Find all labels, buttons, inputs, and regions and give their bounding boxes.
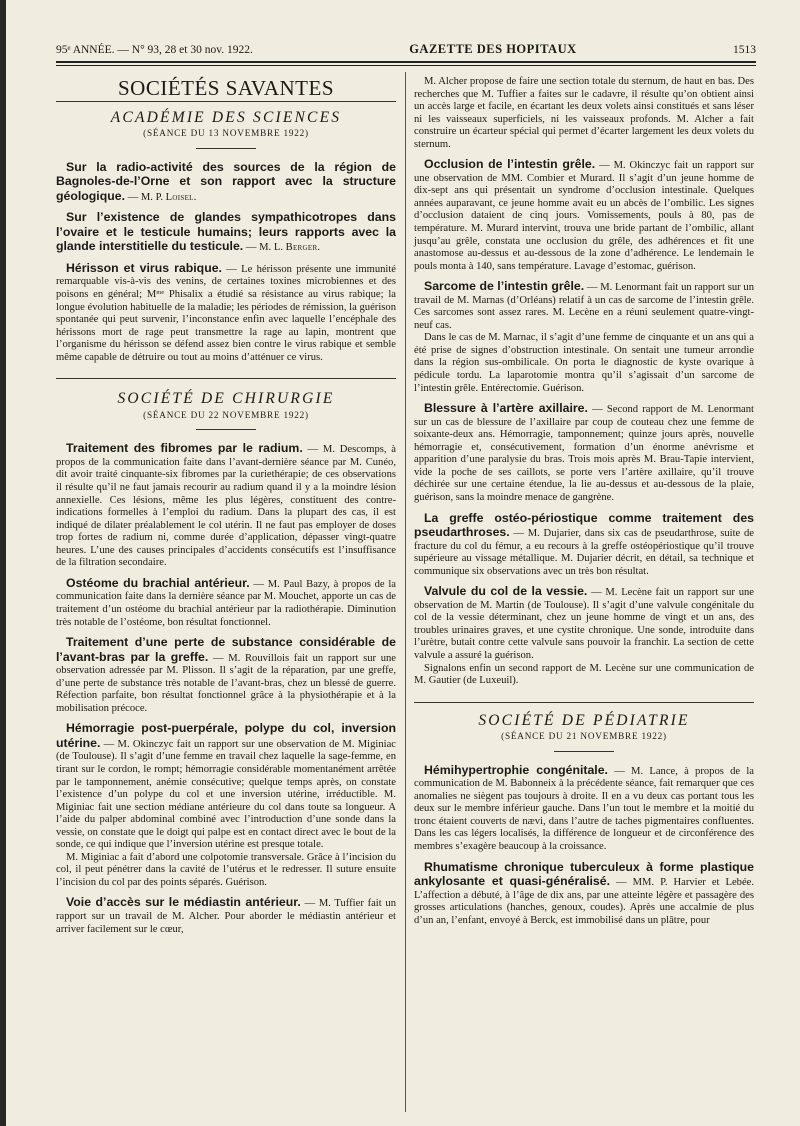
chirurgie-item: Voie d’accès sur le médiastin antérieur. — M. Tuffier fait un rapport sur un travail de M. Alcher. Pour aborder le médiastin antérieur et arriver facilement sur le cœur, (56, 895, 396, 935)
academie-item: Sur l’existence de glandes sympathicotropes dans l’ovaire et le testicule humains; leurs rapports avec la glande interstitielle du testicule. — M. L. Berger. (56, 210, 396, 254)
chirurgie-item: Sarcome de l’intestin grêle. — M. Lenormant fait un rapport sur un travail de M. Marnas (d’Orléans) relatif à un cas de sarcome de l’intestin grêle. Ces sarcomes sont assez rares. M. Lecène en a réuni seulement quatre-vingt-neuf cas. (414, 279, 754, 331)
header-rule (56, 61, 756, 63)
left-column (56, 74, 396, 943)
header-rule-thin (56, 65, 756, 66)
page-binding-edge (0, 0, 6, 1126)
divider (196, 429, 256, 430)
divider (56, 378, 396, 379)
continued-paragraph: M. Alcher propose de faire une section totale du sternum, de haut en bas. Des recherches que M. Tuffier a faites sur le cadavre, il résulte qu’on obtient ainsi un accès large et facile, en écartant les deux volets ainsi constitués et sans léser ni les vaisseaux superficiels, ni les vaisseaux profonds. M. Alcher a fait construire un écarteur spécial qui permet d’écarter largement les deux volets du sternum. (414, 76, 754, 150)
chirurgie-item: Valvule du col de la vessie. — M. Lecène fait un rapport sur une observation de M. Martin (de Toulouse). Il s’agit d’une valvule congénitale du col de la vessie déterminant, chez un jeune homme de vingt et un ans, des troubles urinaires graves, et une cystite chronique. Une sonde, introduite dans l’urètre, butait contre cette valvule sans pouvoir la franchir. La section de cette valvule a assuré la guérison. (414, 584, 754, 661)
chirurgie-item: Traitement des fibromes par le radium. — M. Descomps, à propos de la communication faite dans l’avant-dernière séance par M. Cunéo, dit avoir traité cinquante-six fibromes par la curiethérapie; de ces observations il résulte qu’il ne faut jamais recourir au radium quand il y a la moindre lésion annexielle. Ces lésions, même les plus légères, constituent des contre-indications formelles à l’emploi du radium. Dans la plupart des cas, il est indiqué de dilater préalablement le col utérin. Il ne faut pas employer de doses trop fortes de radium ni, comme durée d’application, dépasser vingt-quatre heures. L’une des causes principales d’accidents consécutifs est l’insuffisance de la filtration secondaire. (56, 441, 396, 569)
pediatrie-seance: (SÉANCE DU 21 NOVEMBRE 1922) (501, 731, 667, 742)
chirurgie-seance: (SÉANCE DU 22 NOVEMBRE 1922) (143, 409, 309, 420)
column-divider (405, 72, 406, 1112)
chirurgie-item: Blessure à l’artère axillaire. — Second rapport de M. Lenormant sur un cas de blessure de l’axillaire par coup de couteau chez une femme de soixante-deux ans. Hémorragie, tamponnement; quinze jours après, nouvelle hémorragie et, consécutivement, formation d’un énorme anévrisme et apparition d’une paralysie du bras. Trois mois après M. Brau-Tapie intervient, vide la poche de ses caillots, se porte vers l’artère axillaire, qu’il trouve déchirée sur une certaine étendue, la lie au-dessus et au-dessous de la plaie, guérison, sans la moindre menace de gangrène. (414, 401, 754, 503)
chirurgie-item-continued: Dans le cas de M. Marnac, il s’agit d’une femme de cinquante et un ans qui a été prise de signes d’obstruction intestinale. On sentait une tumeur arrondie dans la région sus-ombilicale. On porta le diagnostic de kyste ovarique à pédicule tordu. La laparotomie montra qu’il s’agissait d’un sarcome de l’intestin grêle. Entérectomie. Guérison. (414, 332, 754, 394)
academie-title: ACADÉMIE DES SCIENCES (110, 108, 342, 126)
right-column (414, 76, 754, 934)
divider (554, 751, 614, 752)
pediatrie-title: SOCIÉTÉ DE PÉDIATRIE (478, 711, 690, 729)
academie-item: Sur la radio-activité des sources de la région de Bagnoles-de-l’Orne et son rapport avec la structure géologique. — M. P. Loisel. (56, 159, 396, 203)
chirurgie-item: Occlusion de l’intestin grêle. — M. Okinczyc fait un rapport sur une observation de MM. Combier et Murard. Il s’agit d’un jeune homme de dix-sept ans qui présentait un syndrome d’occlusion intestinale. Quelques années auparavant, ce jeune homme avait eu un abcès de l’ombilic. Les signes d’occlusion dataient de cinq jours. Vomissements, pouls à 80, pas de température. M. Murard intervint, trouva une bride partant de l’ombilic, allant jusqu’au grêle, constata une occlusion du grêle, des adhérences et fit une anastomose au-dessus et au-dessous de la zone d’adhérence. Le lendemain le pouls monta à 140, sans température. Lavage d’estomac, guérison. (414, 157, 754, 272)
chirurgie-item: La greffe ostéo-périostique comme traitement des pseudarthroses. — M. Dujarier, dans six cas de pseudarthrose, suite de fracture du col du fémur, a eu recours à la greffe ostéopériostique qu’il trouve supérieure au vissage métallique. M. Dujarier décrit, en détail, sa technique et communique six observations avec un très bon résultat. (414, 510, 754, 577)
running-header (56, 42, 756, 60)
divider (196, 148, 256, 149)
chirurgie-item: Hémorragie post-puerpérale, polype du col, inversion utérine. — M. Okinczyc fait un rapport sur une observation de M. Miginiac (de Toulouse). Il s’agit d’une femme en travail chez laquelle la sage-femme, en tirant sur le cordon, le rompt; hémorragie considérable momentanément arrêtée par le tamponnement, anémie consécutive; quelque temps après, on constate l’existence d’un polype du col et une inversion utérine, irréductible. M. Miginiac fait une section médiane antérieure du col dans toute sa longueur. A l’aide du palper abdominal combiné avec l’introduction d’une sonde dans la vessie, on constate que le doigt qui palpe est en contact direct avec le bout de la sonde, ce qui indique que l’inversion utérine est presque totale. (56, 721, 396, 851)
chirurgie-item: Traitement d’une perte de substance considérable de l’avant-bras par la greffe. — M. Rouvillois fait un rapport sur une observation adressée par M. Plisson. Il s’agit de la réparation, par une greffe, d’une perte de substance très notable de l’avant-bras, chez un blessé de guerre. Réfection parfaite, bon résultat fonctionnel grâce à la physiothérapie et à la mobilisation précoce. (56, 635, 397, 714)
chirurgie-item: Ostéome du brachial antérieur. — M. Paul Bazy, à propos de la communication faite dans la dernière séance par M. Mouchet, apporte un cas de traitement d’un ostéome du brachial antérieur par la radiothérapie. Diminution très notable de l’ostéome, bon résultat fonctionnel. (56, 575, 396, 628)
chirurgie-item-continued: Signalons enfin un second rapport de M. Lecène sur une communication de M. Gautier (de Luxeuil). (414, 662, 754, 687)
pediatrie-item: Hémihypertrophie congénitale. — M. Lance, à propos de la communication de M. Babonneix à la précédente séance, fait remarquer que ces anomalies ne siègent pas toujours à droite. Il en a vu deux cas portant tous les deux sur le membre inférieur gauche. Dans l’un tout le membre et la moitié du tronc étaient couverts de nævi, dans l’autre de taches pigmentaires confluentes. Dans les cas légers localisés, la différence de longueur et de circonférence des membres s’exagère beaucoup à la croissance. (414, 762, 754, 852)
header-page-number: 1513 (733, 44, 756, 56)
chirurgie-title: SOCIÉTÉ DE CHIRURGIE (117, 390, 335, 408)
header-issue: 95ᵉ ANNÉE. — N° 93, 28 et 30 nov. 1922. (56, 44, 253, 56)
academie-seance: (SÉANCE DU 13 NOVEMBRE 1922) (143, 128, 309, 139)
section-societes-savantes: SOCIÉTÉS SAVANTES (56, 82, 396, 95)
chirurgie-item-continued: M. Miginiac a fait d’abord une colpotomie transversale. Grâce à l’incision du col, il peut pénétrer dans la cavité de l’utérus et le redresser. Il suture ensuite l’incision du col par des points séparés. Guérison. (56, 851, 396, 888)
academie-item-herisson: Hérisson et virus rabique. — Le hérisson présente une immunité remarquable vis-à-vis des venins, de certaines toxines microbiennes et des poisons en général; Mᵐᵉ Phisalix a étudié sa résistance au virus rabique; la longue évolution habituelle de la maladie; les périodes de rémission, la guérison spontanée qui peut survenir, l’inconstance enfin avec laquelle l’encéphale des hérissons mort de rage peut transmettre la rage au lapin, montrent que l’organisme du hérisson se défend assez bien contre le virus rabique et semble même capable de détruire ou tout au moins d’atténuer ce virus. (56, 260, 396, 363)
header-journal-title: GAZETTE DES HOPITAUX (409, 42, 577, 56)
pediatrie-item: Rhumatisme chronique tuberculeux à forme plastique ankylosante et quasi-généralisé. — MM. P. Harvier et Lebée. L’affection a débuté, à l’âge de dix ans, par une atteinte légère et passagère des grosses articulations (hanches, genoux, coudes). Après une accalmie de plus d’un an, l’enfant, envoyé à Berck, est immobilisé dans un plâtre, pour (414, 859, 755, 926)
divider (414, 702, 754, 703)
